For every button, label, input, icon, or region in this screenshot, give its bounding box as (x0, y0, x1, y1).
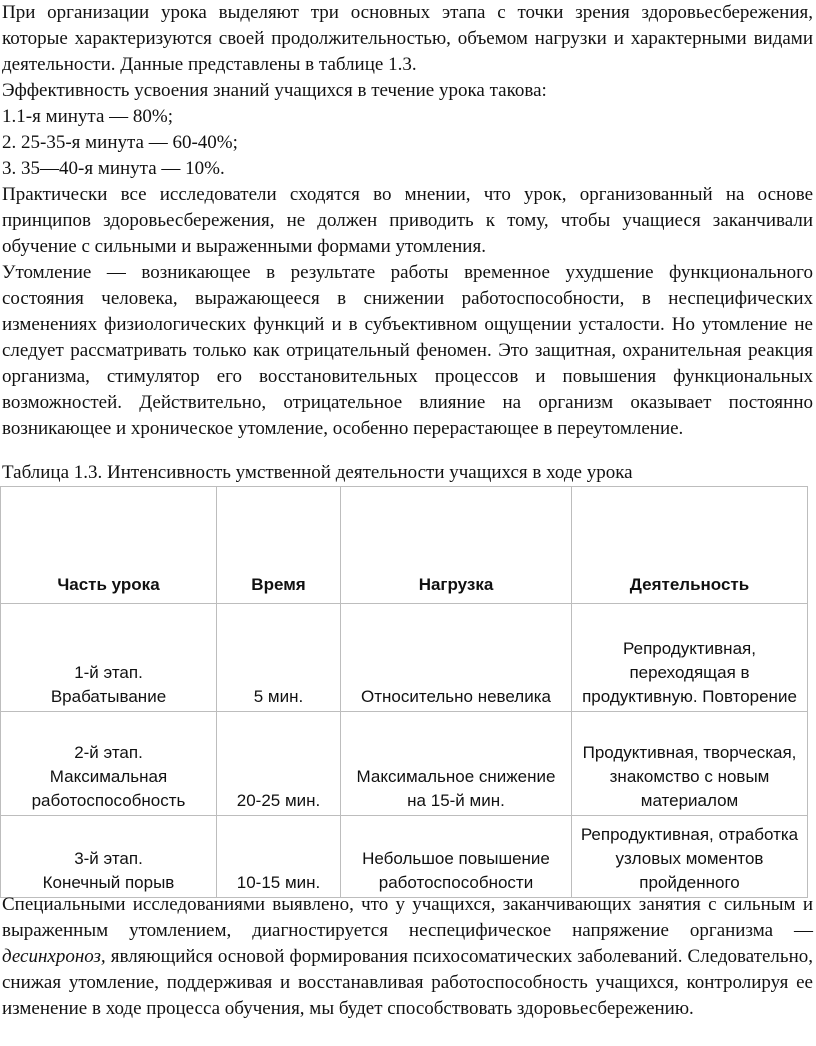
cell-time: 5 мин. (217, 604, 341, 712)
table-caption: Таблица 1.3. Интенсивность умственной деятельности учащихся в ходе урока (2, 462, 633, 483)
conclusion-term: десинхроноз, (2, 946, 106, 967)
cell-part (1, 712, 217, 816)
cell-part (1, 604, 217, 712)
lesson-intensity-table (0, 486, 808, 898)
table-row (1, 816, 808, 898)
cell-load: Относительно невелика (341, 604, 572, 712)
part-stage: 2-й этап. (74, 743, 143, 762)
cell-part (1, 816, 217, 898)
cell-load: Небольшое повышение работоспособности (341, 816, 572, 898)
part-name: Врабатывание (50, 687, 167, 706)
header-time: Время (217, 487, 341, 604)
header-activity: Деятельность (572, 487, 808, 604)
efficiency-item-2: 2. 25-35-я минута — 60-40%; (2, 132, 238, 153)
conclusion-text-end: являющийся основой формирования психосоматических заболеваний. Следовательно, снижая утомление, поддерживая и восстанавливая работоспособность учащихся, контролируя ее изменение в ходе процесса обучения, мы будет способствовать здоровьесбережению. (2, 946, 813, 1019)
conclusion-text-start: Специальными исследованиями выявлено, что у учащихся, заканчивающих занятия с сильным и выраженным утомлением, диагностируется неспецифическое напряжение организма — (2, 894, 813, 941)
cell-load: Максимальное снижение на 15-й мин. (341, 712, 572, 816)
efficiency-item-3: 3. 35—40-я минута — 10%. (2, 158, 225, 179)
efficiency-heading: Эффективность усвоения знаний учащихся в течение урока такова: (2, 80, 547, 101)
table-header-row (1, 487, 808, 604)
paragraph-researchers: Практически все исследователи сходятся во мнении, что урок, организованный на основе принципов здоровьесбережения, не должен приводить к тому, чтобы учащиеся заканчивали обучение с сильными и выраженными формами утомления. (2, 184, 813, 257)
part-name: Максимальная работоспособность (31, 767, 186, 810)
header-load: Нагрузка (341, 487, 572, 604)
cell-time: 10-15 мин. (217, 816, 341, 898)
cell-time: 20-25 мин. (217, 712, 341, 816)
intro-paragraph: При организации урока выделяют три основных этапа с точки зрения здоровьесбережения, которые характеризуются своей продолжительностью, объемом нагрузки и характерными видами деятельности. Данные представлены в таблице 1.3. (2, 2, 813, 75)
efficiency-item-1: 1.1-я минута — 80%; (2, 106, 173, 127)
header-part: Часть урока (1, 487, 217, 604)
table-row (1, 712, 808, 816)
part-stage: 1-й этап. (74, 663, 143, 682)
conclusion-paragraph (2, 892, 813, 1022)
paragraph-fatigue-definition: Утомление — возникающее в результате работы временное ухудшение функционального состояния человека, выражающееся в снижении работоспособности, в неспецифических изменениях физиологических функций и в субъективном ощущении усталости. Но утомление не следует рассматривать только как отрицательный феномен. Это защитная, охранительная реакция организма, стимулятор его восстановительных процессов и повышения функциональных возможностей. Действительно, отрицательное влияние на организм оказывает постоянно возникающее и хроническое утомление, особенно перерастающее в переутомление. (2, 262, 813, 439)
cell-activity: Репродуктивная, отработка узловых моментов пройденного (572, 816, 808, 898)
table-row (1, 604, 808, 712)
part-stage: 3-й этап. (74, 849, 143, 868)
cell-activity: Продуктивная, творческая, знакомство с новым материалом (572, 712, 808, 816)
part-name: Конечный порыв (42, 873, 175, 892)
cell-activity: Репродуктивная, переходящая в продуктивную. Повторение (572, 604, 808, 712)
